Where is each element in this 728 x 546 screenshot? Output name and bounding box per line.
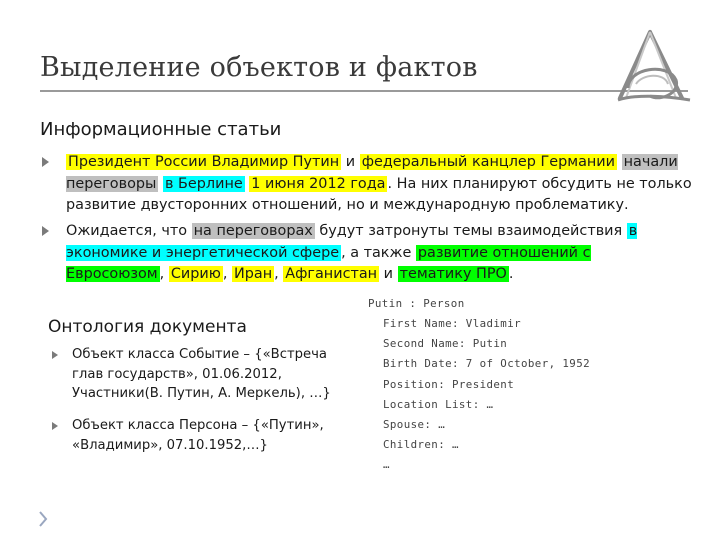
person-record-header: Putin : Person [368,297,465,310]
ontology-item-event: Объект класса Событие – {«Встреча глав государств», 01.06.2012, Участники(В. Путин, А. Меркель), …} [72,347,331,401]
person-second-name: Second Name: Putin [383,337,508,350]
hl-economy-energy: в экономике и энергетической сфере [66,223,638,261]
hl-chancellor: федеральный канцлер Германии [361,154,616,170]
hl-iran: Иран [233,266,273,282]
section-heading-ontology: Онтология документа [48,317,247,337]
slide-corner-icon [38,511,48,527]
bullet-triangle-icon [42,226,49,236]
hl-afghanistan: Афганистан [285,266,378,282]
title-rule [40,90,688,92]
article-paragraph-1: Президент России Владимир Путин и федеральный канцлер Германии начали переговоры в Берлине 1 июня 2012 года . На них планируют обсудить не только развитие двусторонних отношений, но и международную проблематику. [66,154,692,213]
hl-pro: тематику ПРО [399,266,507,282]
hl-negotiations: начали переговоры [66,154,678,192]
person-birth-date: Birth Date: 7 of October, 1952 [383,357,591,370]
hl-president: Президент России Владимир Путин [68,154,340,170]
section-heading-articles: Информационные статьи [40,119,282,140]
hl-on-negotiations: на переговорах [193,223,313,239]
hl-eu-relations: развитие отношений с Евросоюзом [66,244,591,282]
logo-emblem-icon [606,26,698,108]
hl-date: 1 июня 2012 года [251,175,386,192]
ontology-item-person: Объект класса Персона – {«Путин», «Владимир», 07.10.1952,…} [72,418,324,453]
person-children: Children: … [383,438,459,451]
person-first-name: First Name: Vladimir [383,317,522,330]
person-location-list: Location List: … [383,398,494,411]
slide-title: Выделение объектов и фактов [40,52,478,83]
hl-syria: Сирию [170,266,221,282]
person-position: Position: President [383,378,515,391]
person-spouse: Spouse: … [383,418,446,431]
hl-berlin: в Берлине [164,175,243,192]
bullet-triangle-icon [52,351,58,359]
bullet-triangle-icon [52,422,58,430]
bullet-triangle-icon [42,157,49,167]
person-more: … [383,458,390,471]
article-paragraph-2: Ожидается, что на переговорах будут затронуты темы взаимодействия в экономике и энергетической сфере , а также развитие отношений с Евросоюзом , Сирию , Иран , Афганистан и тематику ПРО . [66,223,638,282]
